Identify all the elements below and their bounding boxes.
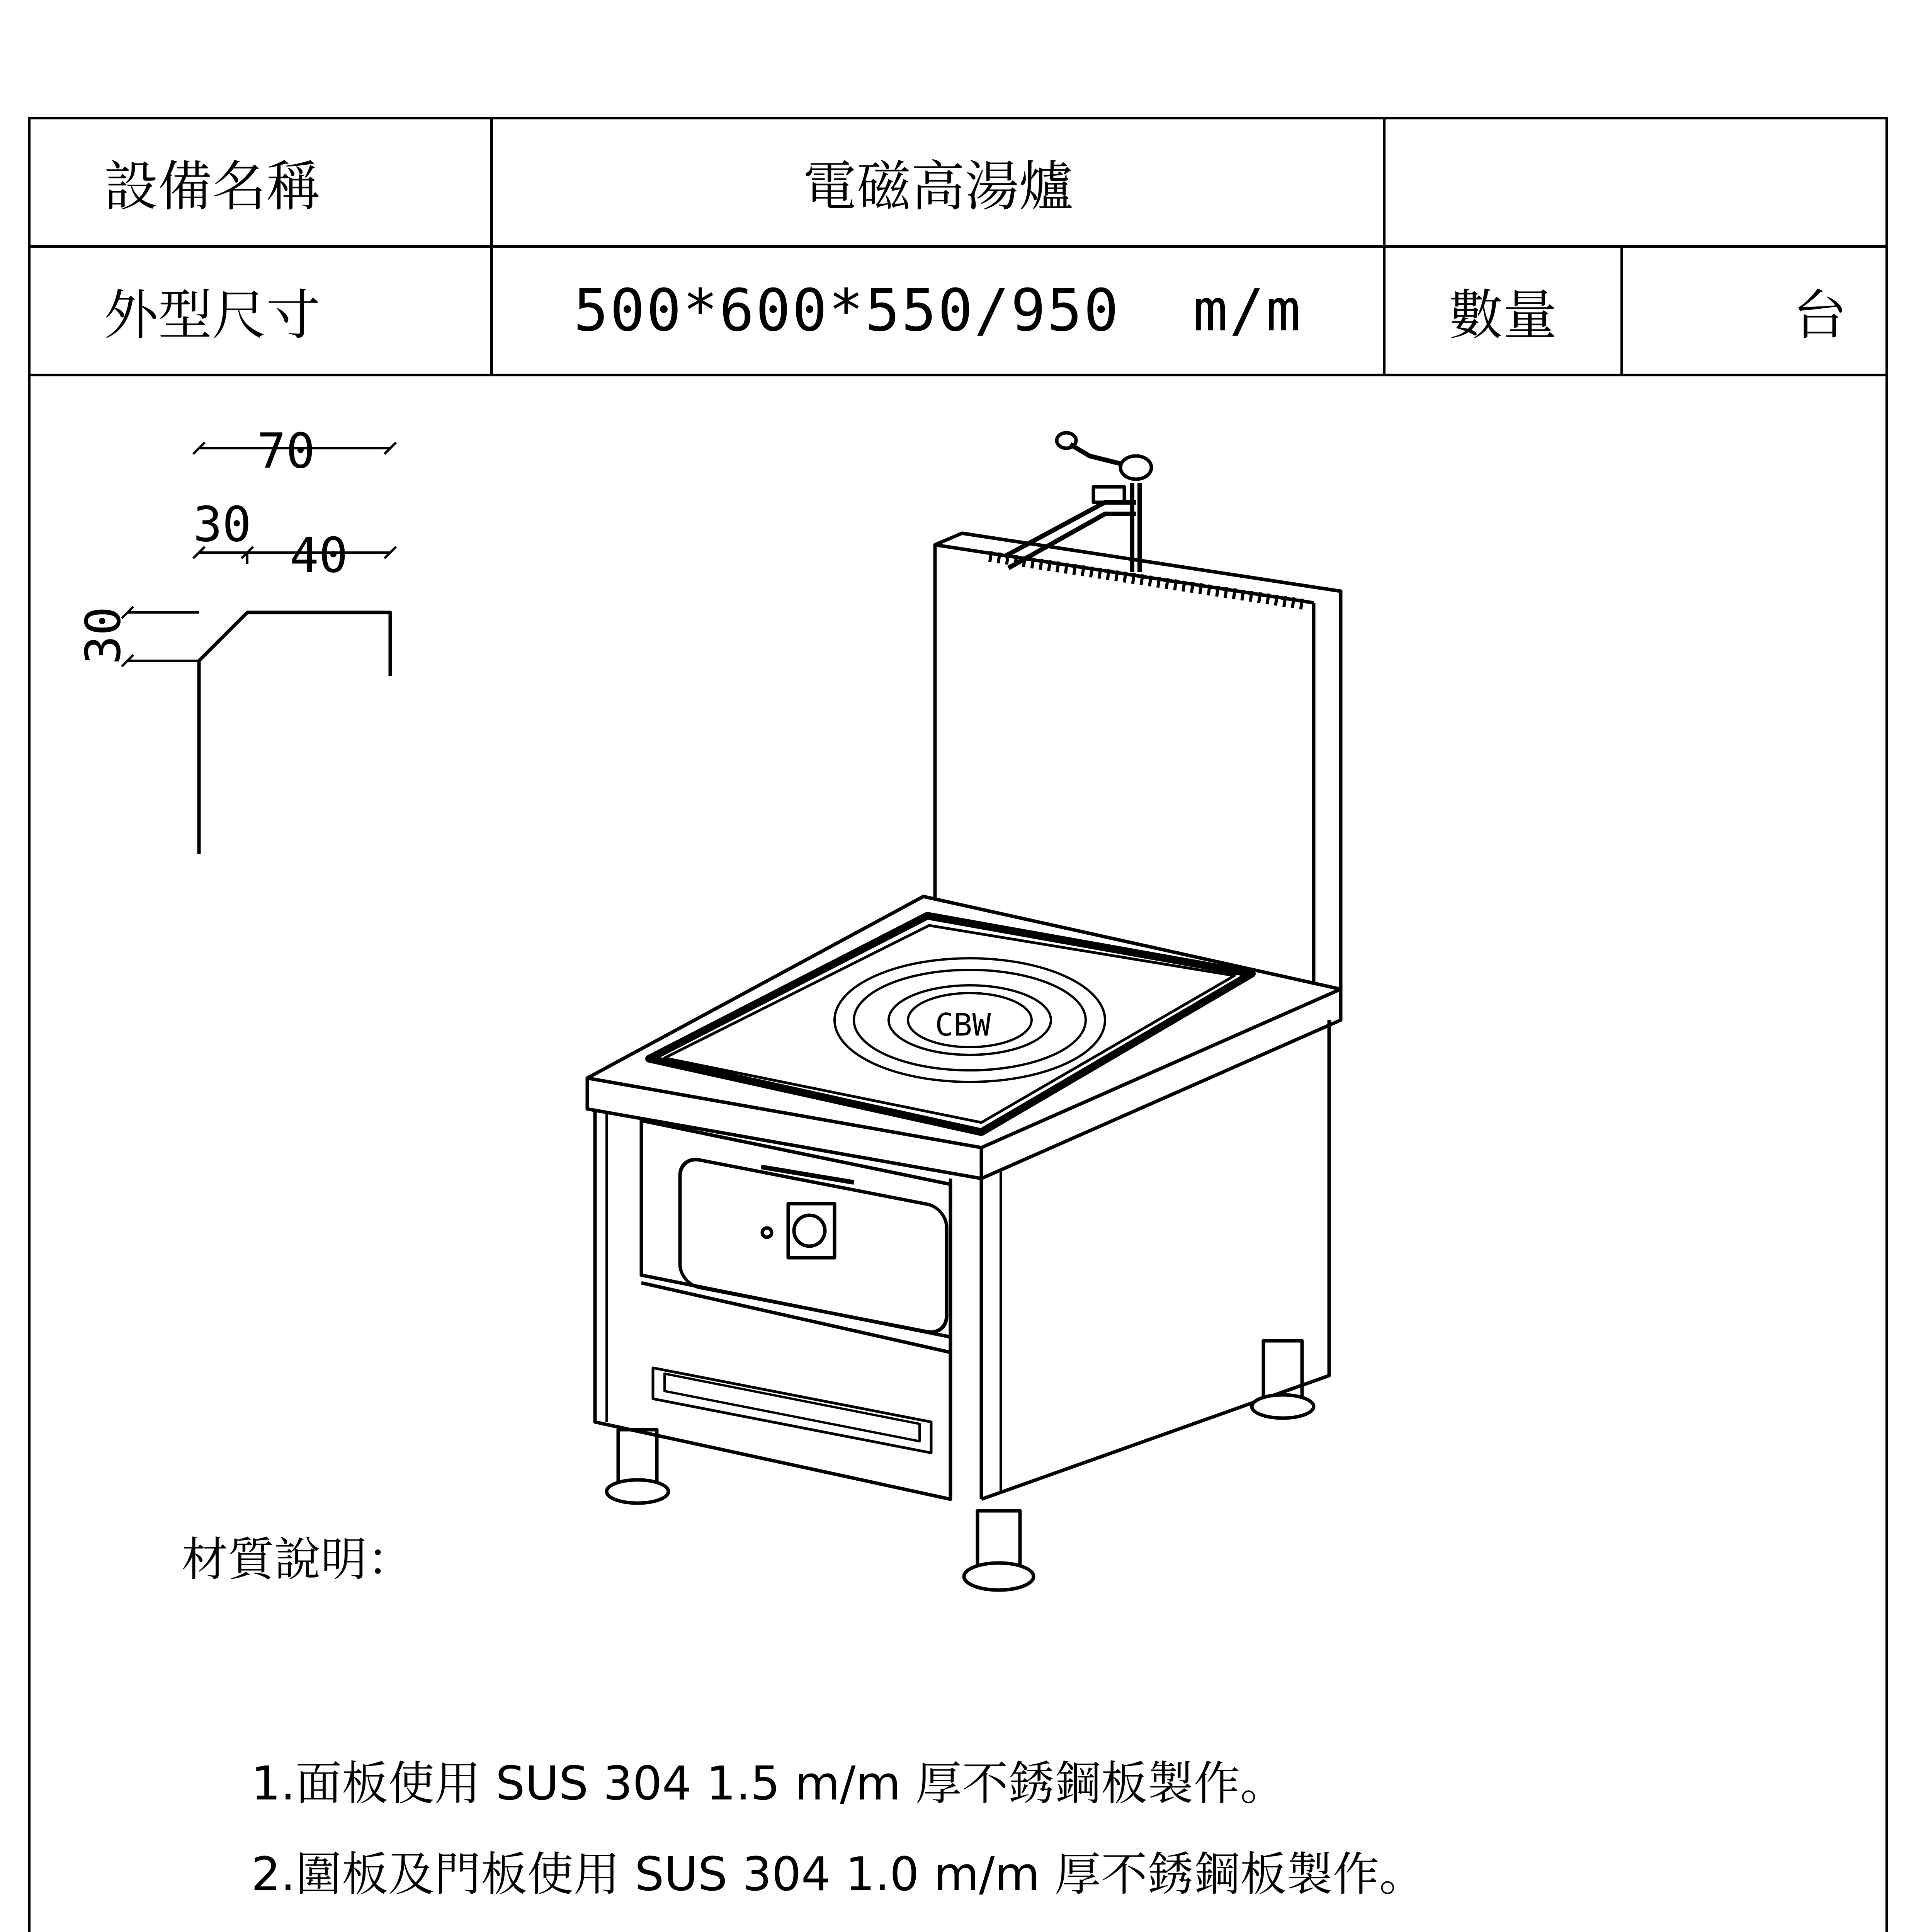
note-item-1: 1.面板使用 SUS 304 1.5 m/m 厚不銹鋼板製作。 [251, 1757, 1287, 1811]
dimensions-label: 外型尺寸 [104, 284, 321, 347]
equipment-name-label: 設備名稱 [104, 155, 321, 218]
dim-right-label: 40 [290, 527, 348, 583]
equipment-name-value: 電磁高湯爐 [802, 155, 1073, 218]
dim-left-label: 30 [193, 497, 252, 553]
note-item-2: 2.圍板及門板使用 SUS 304 1.0 m/m 厚不銹鋼板製作。 [251, 1848, 1426, 1901]
profile-dimension-sketch [122, 442, 396, 854]
cbw-logo-text: CBW [935, 1007, 991, 1043]
note-item-3 [251, 1928, 991, 1932]
materials-notes-title: 材質說明： [182, 1533, 413, 1587]
quantity-unit: 台 [1792, 284, 1847, 347]
dimensions-value: 500*600*550/950 m/m [573, 277, 1302, 344]
dim-height-label: 30 [75, 606, 131, 665]
quantity-label: 數量 [1448, 284, 1557, 347]
dim-overall-label: 70 [257, 423, 315, 479]
